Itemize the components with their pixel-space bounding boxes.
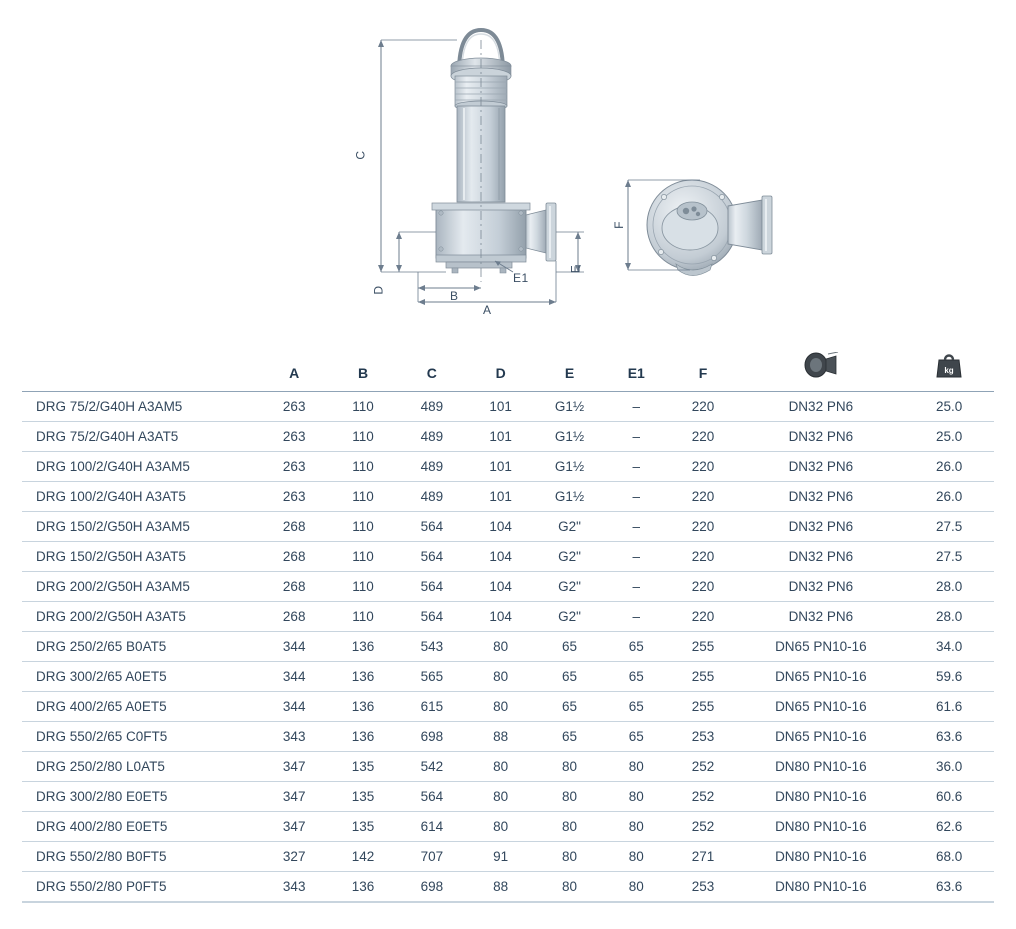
- cell-b: 135: [329, 782, 398, 812]
- table-row: [22, 482, 994, 512]
- cell-e1: 80: [604, 812, 669, 842]
- cell-weight: 68.0: [904, 842, 994, 872]
- cell-d: 80: [466, 812, 535, 842]
- cell-weight: 25.0: [904, 422, 994, 452]
- cell-e1: 65: [604, 662, 669, 692]
- cell-e1: 80: [604, 842, 669, 872]
- table-row: [22, 662, 994, 692]
- cell-b: 110: [329, 602, 398, 632]
- cell-d: 104: [466, 542, 535, 572]
- table-row: [22, 632, 994, 662]
- cell-model: DRG 550/2/80 P0FT5: [22, 872, 260, 902]
- cell-d: 80: [466, 752, 535, 782]
- cell-f: 220: [669, 512, 738, 542]
- cell-f: 252: [669, 812, 738, 842]
- table-row: [22, 452, 994, 482]
- specification-table: [22, 346, 994, 902]
- cell-d: 104: [466, 572, 535, 602]
- cell-a: 344: [260, 632, 329, 662]
- cell-f: 253: [669, 872, 738, 902]
- cell-model: DRG 100/2/G40H A3AT5: [22, 482, 260, 512]
- cell-a: 263: [260, 392, 329, 422]
- cell-a: 263: [260, 482, 329, 512]
- cell-weight: 34.0: [904, 632, 994, 662]
- cell-connection: DN65 PN10-16: [737, 692, 904, 722]
- cell-connection: DN80 PN10-16: [737, 782, 904, 812]
- cell-c: 564: [397, 512, 466, 542]
- cell-d: 91: [466, 842, 535, 872]
- cell-model: DRG 300/2/80 E0ET5: [22, 782, 260, 812]
- table-row: [22, 392, 994, 422]
- cell-model: DRG 400/2/80 E0ET5: [22, 812, 260, 842]
- cell-e1: –: [604, 512, 669, 542]
- cell-e: 80: [535, 842, 604, 872]
- col-header-c: C: [397, 346, 466, 392]
- cell-a: 347: [260, 812, 329, 842]
- cell-model: DRG 75/2/G40H A3AT5: [22, 422, 260, 452]
- cell-b: 136: [329, 662, 398, 692]
- cell-e1: –: [604, 392, 669, 422]
- cell-f: 252: [669, 752, 738, 782]
- flange-icon: [802, 352, 840, 381]
- cell-weight: 28.0: [904, 602, 994, 632]
- cell-e: G2": [535, 602, 604, 632]
- cell-b: 142: [329, 842, 398, 872]
- cell-connection: DN32 PN6: [737, 422, 904, 452]
- cell-d: 101: [466, 422, 535, 452]
- cell-f: 271: [669, 842, 738, 872]
- cell-f: 252: [669, 782, 738, 812]
- cell-b: 136: [329, 692, 398, 722]
- cell-weight: 27.5: [904, 542, 994, 572]
- cell-c: 564: [397, 602, 466, 632]
- cell-a: 347: [260, 782, 329, 812]
- cell-model: DRG 550/2/80 B0FT5: [22, 842, 260, 872]
- cell-f: 220: [669, 452, 738, 482]
- cell-weight: 62.6: [904, 812, 994, 842]
- cell-a: 344: [260, 662, 329, 692]
- table-row: [22, 842, 994, 872]
- cell-e: 65: [535, 722, 604, 752]
- table-row: [22, 422, 994, 452]
- cell-weight: 59.6: [904, 662, 994, 692]
- weight-kg-icon: [935, 352, 963, 381]
- cell-c: 698: [397, 872, 466, 902]
- table-row: [22, 602, 994, 632]
- cell-b: 136: [329, 632, 398, 662]
- cell-c: 543: [397, 632, 466, 662]
- cell-connection: DN80 PN10-16: [737, 872, 904, 902]
- cell-c: 564: [397, 782, 466, 812]
- col-header-connection: [737, 346, 904, 392]
- cell-weight: 26.0: [904, 482, 994, 512]
- col-header-e: E: [535, 346, 604, 392]
- table-header: [22, 346, 994, 392]
- cell-connection: DN32 PN6: [737, 482, 904, 512]
- cell-b: 110: [329, 542, 398, 572]
- cell-c: 542: [397, 752, 466, 782]
- table-row: [22, 512, 994, 542]
- cell-model: DRG 150/2/G50H A3AT5: [22, 542, 260, 572]
- cell-d: 88: [466, 722, 535, 752]
- cell-c: 614: [397, 812, 466, 842]
- cell-connection: DN80 PN10-16: [737, 812, 904, 842]
- table-bottom-rule: [22, 902, 994, 903]
- cell-b: 110: [329, 482, 398, 512]
- cell-e1: –: [604, 452, 669, 482]
- table-row: [22, 872, 994, 902]
- cell-e1: –: [604, 542, 669, 572]
- cell-e: 65: [535, 662, 604, 692]
- cell-weight: 27.5: [904, 512, 994, 542]
- cell-weight: 25.0: [904, 392, 994, 422]
- dim-label-e1: E1: [513, 271, 529, 285]
- cell-c: 489: [397, 452, 466, 482]
- cell-f: 255: [669, 662, 738, 692]
- cell-e: 80: [535, 752, 604, 782]
- cell-a: 343: [260, 872, 329, 902]
- cell-connection: DN65 PN10-16: [737, 632, 904, 662]
- cell-e: G1½: [535, 482, 604, 512]
- cell-f: 253: [669, 722, 738, 752]
- cell-e1: –: [604, 602, 669, 632]
- cell-d: 104: [466, 512, 535, 542]
- cell-c: 565: [397, 662, 466, 692]
- cell-c: 489: [397, 392, 466, 422]
- cell-a: 327: [260, 842, 329, 872]
- table-body: [22, 392, 994, 902]
- cell-d: 101: [466, 452, 535, 482]
- cell-model: DRG 250/2/80 L0AT5: [22, 752, 260, 782]
- col-header-f: F: [669, 346, 738, 392]
- cell-f: 220: [669, 542, 738, 572]
- cell-connection: DN32 PN6: [737, 602, 904, 632]
- dim-label-e: E: [568, 264, 583, 274]
- cell-a: 263: [260, 422, 329, 452]
- cell-model: DRG 400/2/65 A0ET5: [22, 692, 260, 722]
- cell-e1: –: [604, 482, 669, 512]
- cell-d: 80: [466, 782, 535, 812]
- cell-model: DRG 75/2/G40H A3AM5: [22, 392, 260, 422]
- cell-model: DRG 150/2/G50H A3AM5: [22, 512, 260, 542]
- cell-d: 80: [466, 692, 535, 722]
- cell-d: 104: [466, 602, 535, 632]
- cell-b: 136: [329, 872, 398, 902]
- cell-d: 80: [466, 632, 535, 662]
- cell-b: 135: [329, 752, 398, 782]
- cell-weight: 28.0: [904, 572, 994, 602]
- table-row: [22, 812, 994, 842]
- cell-e1: –: [604, 422, 669, 452]
- cell-weight: 63.6: [904, 722, 994, 752]
- pump-technical-drawing-svg: [0, 0, 1016, 346]
- cell-f: 220: [669, 392, 738, 422]
- cell-model: DRG 100/2/G40H A3AM5: [22, 452, 260, 482]
- svg-text:kg: kg: [944, 366, 954, 375]
- cell-model: DRG 550/2/65 C0FT5: [22, 722, 260, 752]
- cell-f: 255: [669, 692, 738, 722]
- cell-e1: 65: [604, 632, 669, 662]
- cell-f: 220: [669, 602, 738, 632]
- cell-e1: 65: [604, 722, 669, 752]
- cell-a: 268: [260, 572, 329, 602]
- cell-weight: 60.6: [904, 782, 994, 812]
- col-header-b: B: [329, 346, 398, 392]
- cell-model: DRG 300/2/65 A0ET5: [22, 662, 260, 692]
- table-row: [22, 752, 994, 782]
- cell-e: G1½: [535, 452, 604, 482]
- dim-label-f: F: [611, 221, 626, 229]
- cell-model: DRG 250/2/65 B0AT5: [22, 632, 260, 662]
- cell-b: 110: [329, 572, 398, 602]
- cell-d: 101: [466, 482, 535, 512]
- cell-connection: DN32 PN6: [737, 572, 904, 602]
- cell-e: 65: [535, 632, 604, 662]
- table-row: [22, 692, 994, 722]
- dimension-drawing: [0, 0, 1016, 346]
- col-header-d: D: [466, 346, 535, 392]
- cell-e1: 80: [604, 872, 669, 902]
- col-header-a: A: [260, 346, 329, 392]
- cell-e1: 80: [604, 752, 669, 782]
- cell-d: 80: [466, 662, 535, 692]
- cell-connection: DN32 PN6: [737, 542, 904, 572]
- col-header-model: [22, 346, 260, 392]
- cell-e1: 65: [604, 692, 669, 722]
- cell-e1: –: [604, 572, 669, 602]
- cell-e: 80: [535, 812, 604, 842]
- cell-e: G1½: [535, 422, 604, 452]
- cell-a: 268: [260, 512, 329, 542]
- cell-a: 347: [260, 752, 329, 782]
- cell-a: 268: [260, 602, 329, 632]
- table-row: [22, 542, 994, 572]
- cell-c: 564: [397, 542, 466, 572]
- cell-e1: 80: [604, 782, 669, 812]
- cell-weight: 61.6: [904, 692, 994, 722]
- cell-b: 135: [329, 812, 398, 842]
- cell-e: G2": [535, 512, 604, 542]
- cell-weight: 26.0: [904, 452, 994, 482]
- cell-c: 615: [397, 692, 466, 722]
- cell-f: 220: [669, 422, 738, 452]
- dim-label-d: D: [371, 285, 386, 295]
- cell-b: 110: [329, 392, 398, 422]
- cell-a: 343: [260, 722, 329, 752]
- cell-b: 136: [329, 722, 398, 752]
- cell-e: 80: [535, 872, 604, 902]
- cell-weight: 36.0: [904, 752, 994, 782]
- cell-c: 707: [397, 842, 466, 872]
- cell-b: 110: [329, 452, 398, 482]
- cell-connection: DN65 PN10-16: [737, 662, 904, 692]
- cell-e: 65: [535, 692, 604, 722]
- table-row: [22, 572, 994, 602]
- cell-a: 263: [260, 452, 329, 482]
- cell-model: DRG 200/2/G50H A3AT5: [22, 602, 260, 632]
- cell-connection: DN80 PN10-16: [737, 842, 904, 872]
- cell-e: G1½: [535, 392, 604, 422]
- cell-c: 489: [397, 482, 466, 512]
- cell-e: 80: [535, 782, 604, 812]
- cell-f: 220: [669, 482, 738, 512]
- col-header-weight: [904, 346, 994, 392]
- cell-connection: DN80 PN10-16: [737, 752, 904, 782]
- table-row: [22, 722, 994, 752]
- cell-f: 255: [669, 632, 738, 662]
- cell-connection: DN32 PN6: [737, 452, 904, 482]
- cell-connection: DN32 PN6: [737, 512, 904, 542]
- col-header-e1: E1: [604, 346, 669, 392]
- dim-label-b: B: [450, 289, 459, 303]
- cell-e: G2": [535, 572, 604, 602]
- cell-d: 101: [466, 392, 535, 422]
- dim-label-c: C: [353, 150, 368, 160]
- specification-table-wrap: [0, 346, 1016, 902]
- cell-b: 110: [329, 422, 398, 452]
- table-row: [22, 782, 994, 812]
- cell-model: DRG 200/2/G50H A3AM5: [22, 572, 260, 602]
- cell-weight: 63.6: [904, 872, 994, 902]
- cell-c: 698: [397, 722, 466, 752]
- cell-c: 489: [397, 422, 466, 452]
- cell-a: 268: [260, 542, 329, 572]
- cell-connection: DN65 PN10-16: [737, 722, 904, 752]
- cell-b: 110: [329, 512, 398, 542]
- cell-a: 344: [260, 692, 329, 722]
- cell-c: 564: [397, 572, 466, 602]
- cell-f: 220: [669, 572, 738, 602]
- dim-label-a: A: [483, 303, 492, 317]
- cell-connection: DN32 PN6: [737, 392, 904, 422]
- cell-d: 88: [466, 872, 535, 902]
- cell-e: G2": [535, 542, 604, 572]
